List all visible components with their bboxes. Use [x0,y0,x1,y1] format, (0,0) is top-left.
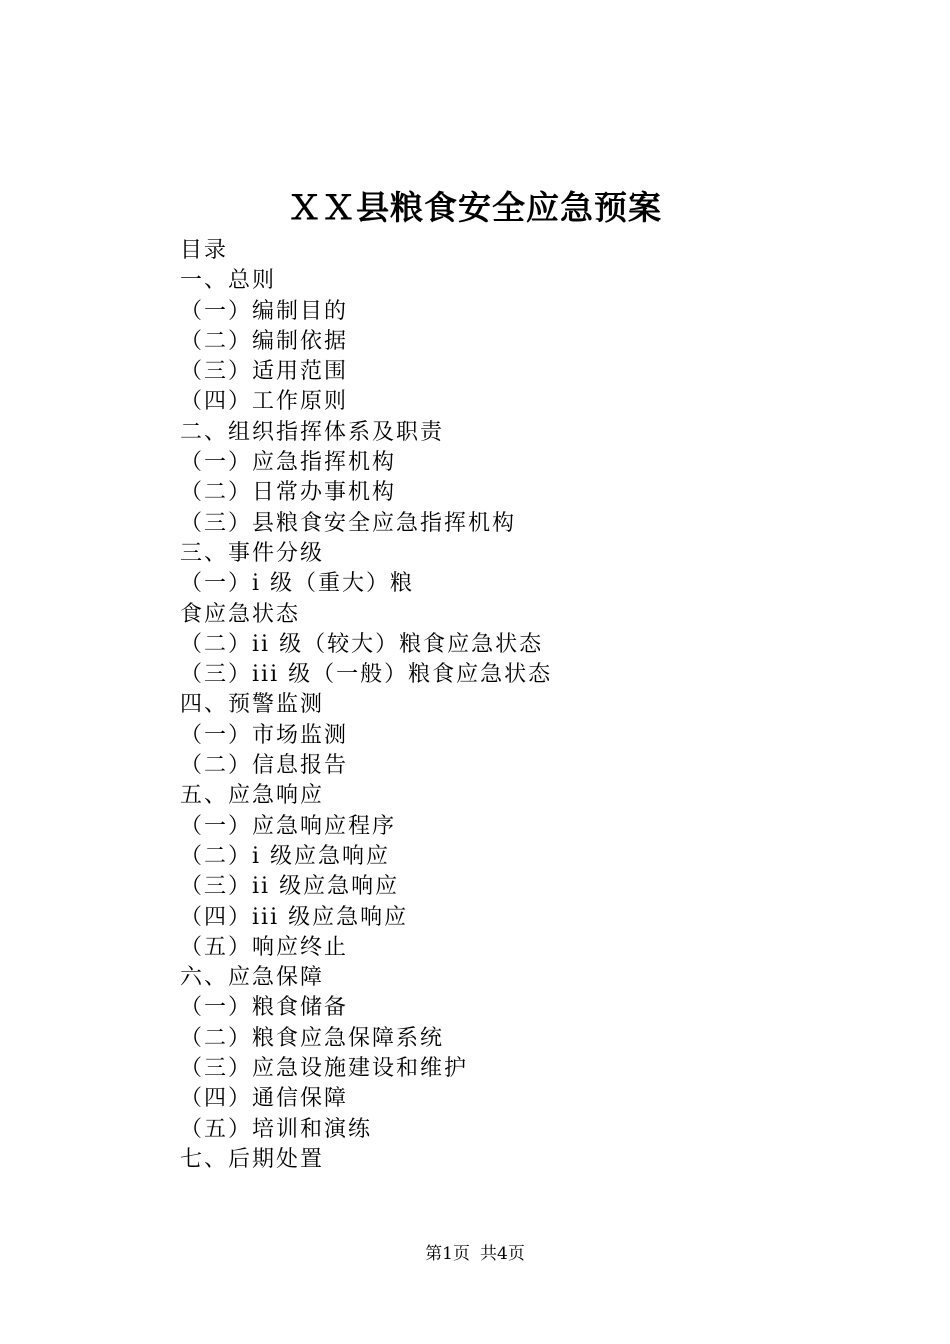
toc-item: （五）培训和演练 [180,1116,373,1142]
toc-item: （一）编制目的 [180,298,349,324]
page-footer [0,1242,950,1266]
toc-item: 七、后期处置 [180,1146,325,1172]
toc-item: （四）通信保障 [180,1086,349,1112]
table-of-contents [180,236,820,1175]
toc-item: 二、组织指挥体系及职责 [180,419,445,445]
toc-item: （二）粮食应急保障系统 [180,1025,445,1051]
toc-item: 四、预警监测 [180,692,325,718]
toc-item: （三）ii 级应急响应 [180,874,400,900]
toc-item: （一）应急指挥机构 [180,450,397,476]
toc-item: （一）粮食储备 [180,995,349,1021]
document-title: ＸＸ县粮食安全应急预案 [288,188,662,227]
toc-item: 六、应急保障 [180,965,325,991]
toc-item: （二）ii 级（较大）粮食应急状态 [180,631,544,657]
toc-heading: 目录 [180,238,229,263]
toc-item: （二）日常办事机构 [180,480,397,506]
toc-item: （一）市场监测 [180,722,349,748]
toc-item: 一、总则 [180,268,277,294]
toc-item: （三）适用范围 [180,359,349,385]
toc-item: （三）应急设施建设和维护 [180,1056,469,1082]
page-total: 共4页 [480,1244,525,1264]
toc-item: （四）工作原则 [180,389,349,415]
toc-item: （一）应急响应程序 [180,813,397,839]
toc-item: （二）信息报告 [180,753,349,779]
toc-item: （三）县粮食安全应急指挥机构 [180,510,517,536]
toc-item: （二）i 级应急响应 [180,843,391,869]
page-number: 第1页 [425,1244,470,1264]
toc-item: （二）编制依据 [180,328,349,354]
toc-item: （三）iii 级（一般）粮食应急状态 [180,662,553,688]
toc-item: （五）响应终止 [180,934,349,960]
toc-list [180,266,820,1175]
toc-item: 五、应急响应 [180,783,325,809]
toc-item: （一）i 级（重大）粮 [180,571,415,597]
toc-item: （四）iii 级应急响应 [180,904,409,930]
toc-item: 三、事件分级 [180,540,325,566]
toc-item: 食应急状态 [180,601,301,627]
